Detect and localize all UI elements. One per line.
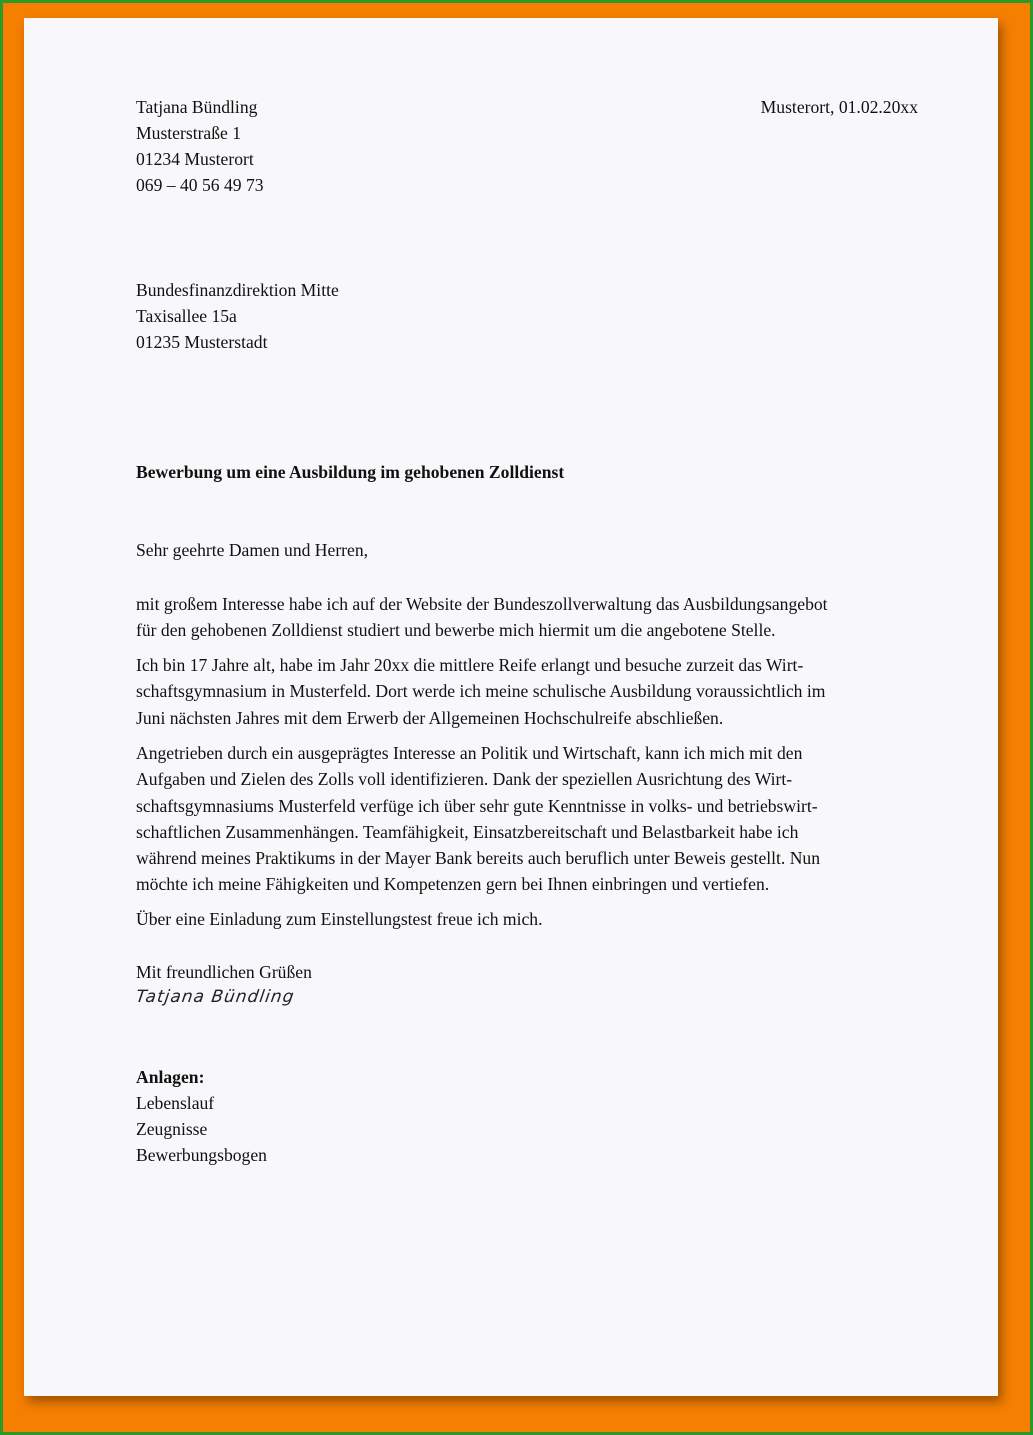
paragraph-line: schaftlichen Zusammenhängen. Teamfähigkeit, Einsatzbereitschaft und Belastbarkeit habe ich: [136, 821, 799, 842]
attachments: [136, 1064, 267, 1168]
letter-date: Musterort, 01.02.20xx: [760, 97, 918, 117]
paragraph-3: [136, 740, 820, 898]
paragraph-line: schaftsgymnasiums Musterfeld verfüge ich über sehr gute Kenntnisse in volks- und betriebswirt-: [136, 795, 818, 816]
attachment-item: Bewerbungsbogen: [136, 1145, 267, 1165]
attachment-item: Zeugnisse: [136, 1119, 208, 1139]
sender-name: Tatjana Bündling: [136, 97, 258, 117]
recipient-address: [136, 277, 339, 355]
paragraph-line: Angetrieben durch ein ausgeprägtes Interesse an Politik und Wirtschaft, kann ich mich mit den: [136, 743, 803, 763]
recipient-name: Bundesfinanzdirektion Mitte: [136, 280, 339, 300]
paragraph-line: schaftsgymnasium in Musterfeld. Dort werde ich meine schulische Ausbildung voraussichtlich im: [136, 681, 826, 702]
salutation: Sehr geehrte Damen und Herren,: [136, 540, 369, 560]
sender-address: [136, 94, 264, 198]
recipient-city: 01235 Musterstadt: [136, 332, 268, 352]
attachments-heading: Anlagen:: [136, 1067, 205, 1087]
paragraph-2: [136, 652, 825, 731]
paragraph-1: [136, 591, 828, 644]
letter-subject: Bewerbung um eine Ausbildung im gehobenen Zolldienst: [136, 462, 565, 482]
sender-phone: 069 – 40 56 49 73: [136, 175, 264, 195]
paragraph-line: während meines Praktikums in der Mayer Bank bereits auch beruflich unter Beweis gestellt. Nun: [136, 848, 821, 869]
paragraph-line: Über eine Einladung zum Einstellungstest freue ich mich.: [136, 909, 543, 929]
paragraph-4: [136, 906, 543, 932]
handwritten-signature: Tatjana Bündling: [134, 987, 296, 1007]
paragraph-line: möchte ich meine Fähigkeiten und Kompetenzen gern bei Ihnen einbringen und vertiefen.: [136, 874, 770, 895]
paragraph-line: Aufgaben und Zielen des Zolls voll identifizieren. Dank der speziellen Ausrichtung des Wirt-: [136, 769, 793, 790]
paragraph-line: Juni nächsten Jahres mit dem Erwerb der Allgemeinen Hochschulreife abschließen.: [136, 707, 724, 728]
sender-street: Musterstraße 1: [136, 123, 242, 143]
attachment-item: Lebenslauf: [136, 1093, 215, 1113]
paragraph-line: Ich bin 17 Jahre alt, habe im Jahr 20xx die mittlere Reife erlangt und besuche zurzeit das Wirt-: [136, 655, 804, 675]
recipient-street: Taxisallee 15a: [136, 306, 237, 326]
paragraph-line: mit großem Interesse habe ich auf der Website der Bundeszollverwaltung das Ausbildungsangebot: [136, 594, 828, 614]
paragraph-line: für den gehobenen Zolldienst studiert und bewerbe mich hiermit um die angebotene Stelle.: [136, 620, 776, 641]
letter-page: [24, 18, 998, 1396]
closing-formula: Mit freundlichen Grüßen: [136, 962, 312, 982]
sender-city: 01234 Musterort: [136, 149, 254, 169]
